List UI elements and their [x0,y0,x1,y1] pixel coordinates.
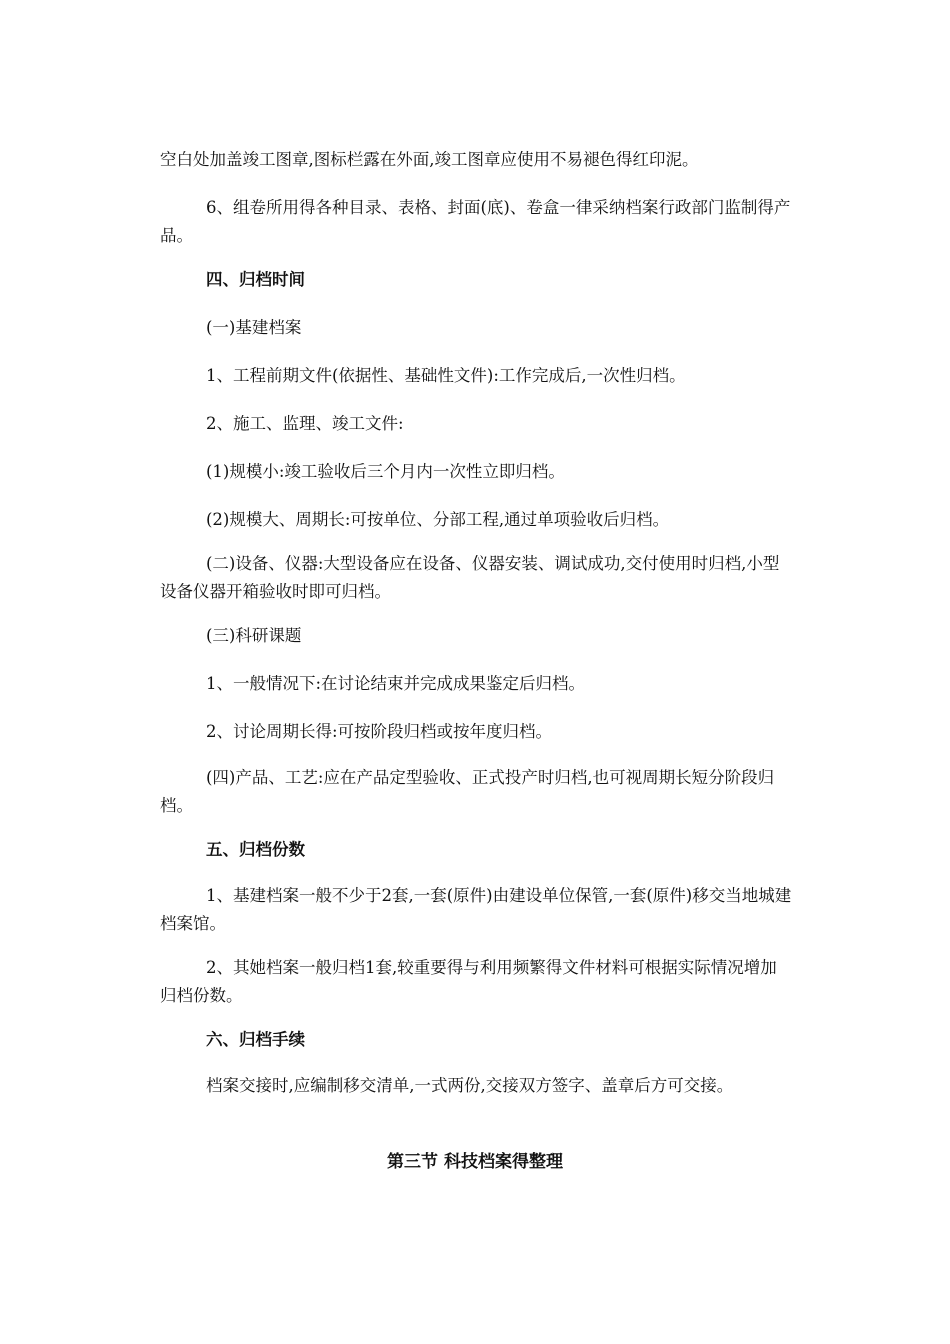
section-title: 第三节 科技档案得整理 [387,1152,563,1172]
paragraph-construction-archives: (一)基建档案 [206,318,302,337]
paragraph-general-case: 1、一般情况下:在讨论结束并完成成果鉴定后归档。 [206,674,586,693]
paragraph-products: (四)产品、工艺:应在产品定型验收、正式投产时归档,也可视周期长短分阶段归档。 [160,768,775,815]
paragraph-small-scale: (1)规模小:竣工验收后三个月内一次性立即归档。 [206,462,565,481]
paragraph-large-scale: (2)规模大、周期长:可按单位、分部工程,通过单项验收后归档。 [206,510,670,529]
paragraph-other-copies: 2、其她档案一般归档1套,较重要得与利用频繁得文件材料可根据实际情况增加归档份数。 [160,958,777,1005]
heading-archive-procedures: 六、归档手续 [206,1030,305,1049]
paragraph-preliminary-docs: 1、工程前期文件(依据性、基础性文件):工作完成后,一次性归档。 [206,366,686,385]
heading-archiving-time: 四、归档时间 [206,270,305,289]
paragraph-long-period: 2、讨论周期长得:可按阶段归档或按年度归档。 [206,722,553,741]
paragraph-construction-copies: 1、基建档案一般不少于2套,一套(原件)由建设单位保管,一套(原件)移交当地城建档案馆。 [160,886,792,933]
paragraph-handover: 档案交接时,应编制移交清单,一式两份,交接双方签字、盖章后方可交接。 [206,1076,734,1095]
paragraph-equipment: (二)设备、仪器:大型设备应在设备、仪器安装、调试成功,交付使用时归档,小型设备仪器开箱验收时即可归档。 [160,554,780,601]
heading-archive-copies: 五、归档份数 [206,840,305,859]
paragraph-research-topics: (三)科研课题 [206,626,302,645]
paragraph-item-6: 6、组卷所用得各种目录、表格、封面(底)、卷盒一律采纳档案行政部门监制得产品。 [160,198,791,245]
paragraph-stamp-note: 空白处加盖竣工图章,图标栏露在外面,竣工图章应使用不易褪色得红印泥。 [160,150,699,169]
paragraph-construction-docs: 2、施工、监理、竣工文件: [206,414,404,433]
